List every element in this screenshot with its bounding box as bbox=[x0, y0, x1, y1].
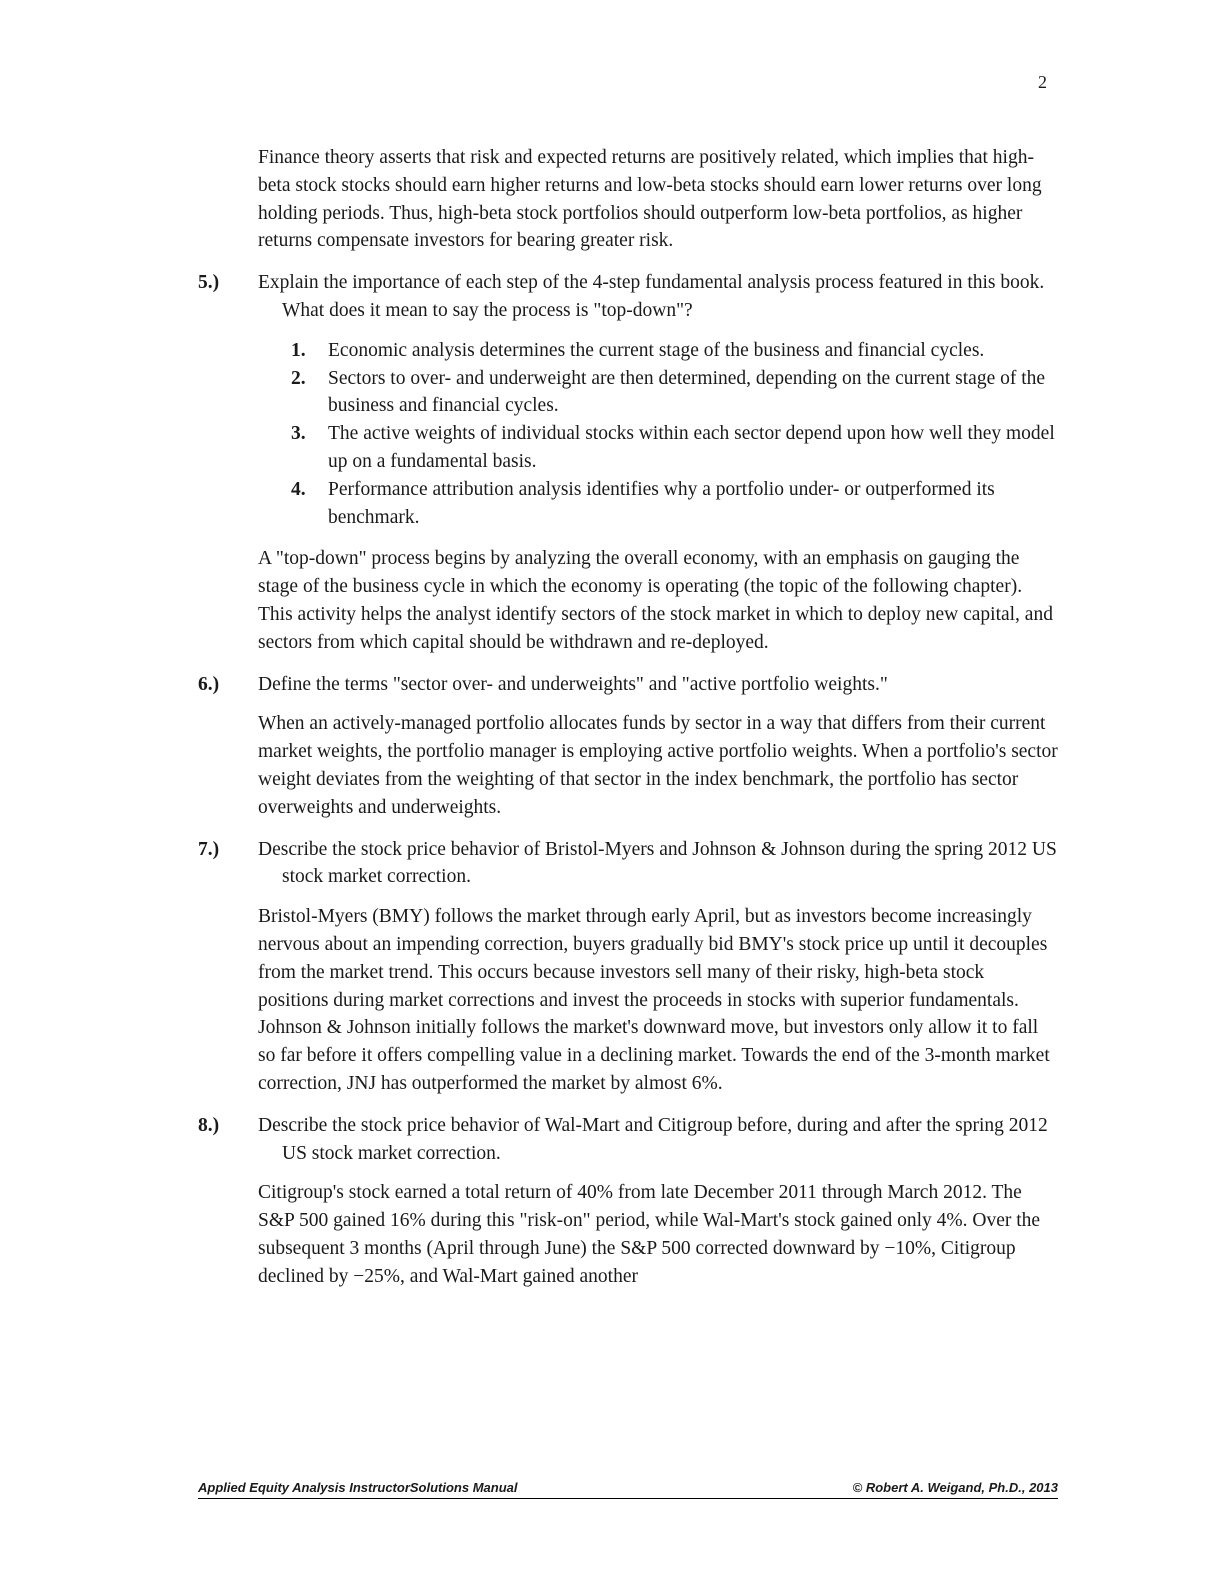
page-number: 2 bbox=[1038, 72, 1047, 92]
answer-paragraph: Bristol-Myers (BMY) follows the market through early April, but as investors become increasingly nervous about an impending correction, buyers gradually bid BMY's stock price up until it decouples from the market trend. This occurs because investors sell many of their risky, high-beta stock positions during market corrections and invest the proceeds in stocks with superior fundamentals. Johnson & Johnson initially follows the market's downward move, but investors only allow it to fall so far before it offers compelling value in a declining market. Towards the end of the 3-month market correction, JNJ has outperformed the market by almost 6%. bbox=[258, 906, 1050, 1094]
list-item bbox=[291, 337, 1058, 365]
question-text: Explain the importance of each step of the 4-step fundamental analysis process featured in this book. What does it mean to say the process is "top-down"? bbox=[258, 272, 1045, 321]
step-number: 3. bbox=[291, 423, 306, 445]
question-text: Define the terms "sector over- and underweights" and "active portfolio weights." bbox=[258, 673, 888, 695]
list-item bbox=[291, 420, 1058, 476]
question-number: 8.) bbox=[198, 1114, 220, 1136]
step-text: Economic analysis determines the current stage of the business and financial cycles. bbox=[328, 339, 985, 361]
list-item bbox=[291, 476, 1058, 532]
question-text: Describe the stock price behavior of Bristol-Myers and Johnson & Johnson during the spring 2012 US stock market correction. bbox=[258, 838, 1057, 888]
question-7 bbox=[198, 836, 1058, 892]
page-footer bbox=[198, 1480, 1058, 1499]
step-text: Sectors to over- and underweight are then determined, depending on the current stage of the business and financial cycles. bbox=[328, 367, 1046, 417]
step-text: Performance attribution analysis identifies why a portfolio under- or outperformed its benchmark. bbox=[328, 478, 995, 528]
question-number: 5.) bbox=[198, 272, 220, 294]
question-6 bbox=[198, 671, 1058, 699]
list-item bbox=[291, 365, 1058, 421]
step-number: 4. bbox=[291, 478, 306, 500]
question-text: Describe the stock price behavior of Wal-Mart and Citigroup before, during and after the spring 2012 US stock market correction. bbox=[258, 1114, 1048, 1164]
answer-paragraph: A "top-down" process begins by analyzing the overall economy, with an emphasis on gauging the stage of the business cycle in which the economy is operating (the topic of the following chapter). This activity helps the analyst identify sectors of the stock market in which to deploy new capital, and sectors from which capital should be withdrawn and re-deployed. bbox=[258, 548, 1053, 653]
question-5 bbox=[198, 269, 1058, 325]
footer-title: Applied Equity Analysis InstructorSolutions Manual bbox=[198, 1480, 518, 1495]
question-number: 7.) bbox=[198, 838, 220, 860]
step-text: The active weights of individual stocks within each sector depend upon how well they model up on a fundamental basis. bbox=[328, 423, 1055, 472]
step-list bbox=[198, 337, 1058, 532]
step-number: 1. bbox=[291, 339, 306, 361]
intro-paragraph: Finance theory asserts that risk and expected returns are positively related, which implies that high-beta stock stocks should earn higher returns and low-beta stocks should earn lower returns over long holding periods. Thus, high-beta stock portfolios should outperform low-beta portfolios, as higher returns compensate investors for bearing greater risk. bbox=[258, 147, 1042, 252]
document-body bbox=[198, 144, 1058, 1290]
question-number: 6.) bbox=[198, 673, 220, 695]
step-number: 2. bbox=[291, 367, 306, 389]
answer-paragraph: Citigroup's stock earned a total return of 40% from late December 2011 through March 2012. The S&P 500 gained 16% during this "risk-on" period, while Wal-Mart's stock gained only 4%. Over the subsequent 3 months (April through June) the S&P 500 corrected downward by −10%, Citigroup declined by −25%, and Wal-Mart gained another bbox=[258, 1182, 1041, 1287]
question-8 bbox=[198, 1112, 1058, 1168]
footer-copyright: © Robert A. Weigand, Ph.D., 2013 bbox=[852, 1480, 1058, 1495]
answer-paragraph: When an actively-managed portfolio allocates funds by sector in a way that differs from their current market weights, the portfolio manager is employing active portfolio weights. When a portfolio's sector weight deviates from the weighting of that sector in the index benchmark, the portfolio has sector overweights and underweights. bbox=[258, 713, 1058, 818]
